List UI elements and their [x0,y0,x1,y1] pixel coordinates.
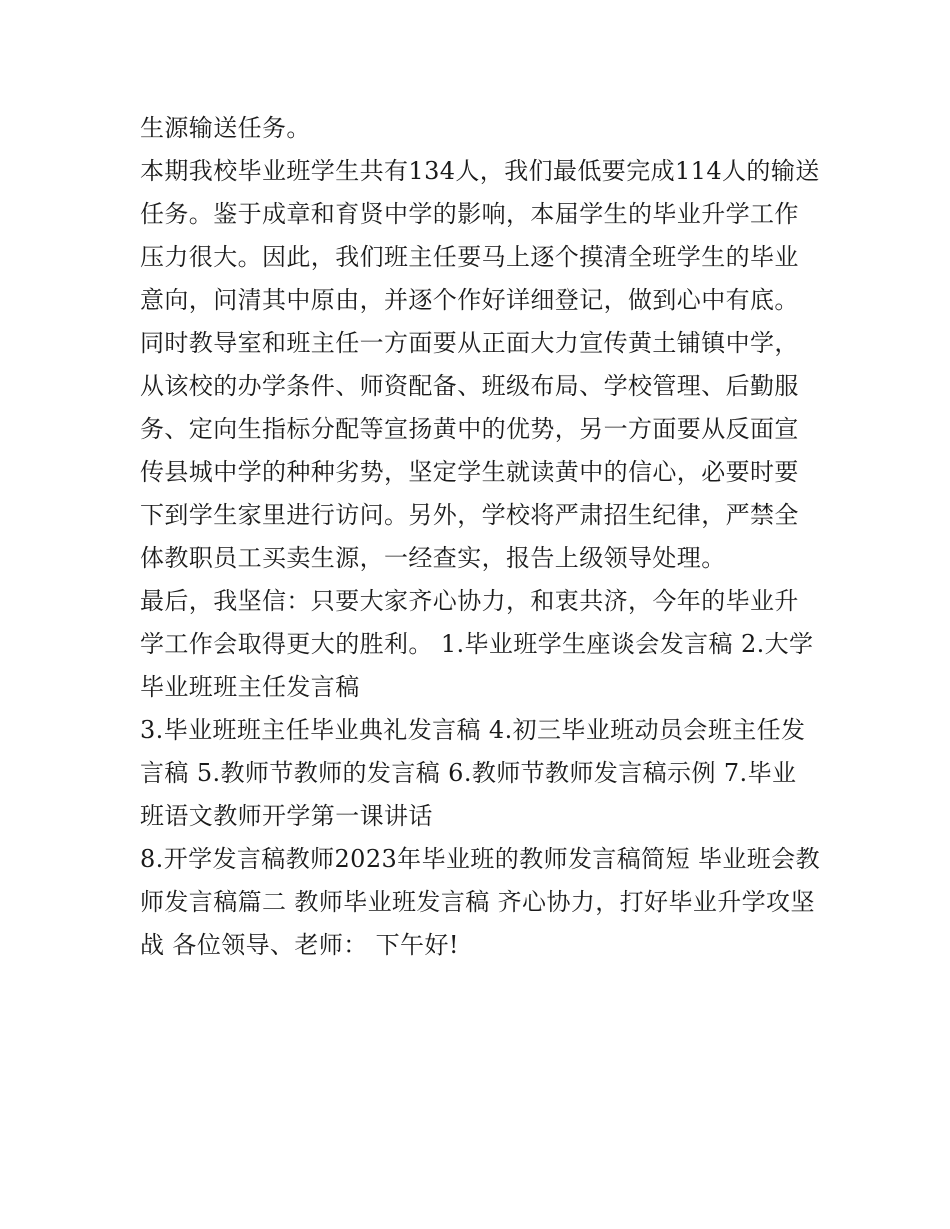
paragraph-5: 8.开学发言稿教师2023年毕业班的教师发言稿简短 毕业班会教师发言稿篇二 教师毕业班发言稿 齐心协力，打好毕业升学攻坚战 各位领导、老师： 下午好! [140,845,821,959]
paragraph-2: 本期我校毕业班学生共有134人，我们最低要完成114人的输送任务。鉴于成章和育贤中学的影响，本届学生的毕业升学工作压力很大。因此，我们班主任要马上逐个摸清全班学生的毕业意向，问清其中原由，并逐个作好详细登记，做到心中有底。同时教导室和班主任一方面要从正面大力宣传黄土铺镇中学，从该校的办学条件、师资配备、班级布局、学校管理、后勤服务、定向生指标分配等宣扬黄中的优势，另一方面要从反面宣传县城中学的种种劣势，坚定学生就读黄中的信心，必要时要下到学生家里进行访问。另外，学校将严肃招生纪律，严禁全体教职员工买卖生源，一经查实，报告上级领导处理。 [140,157,820,572]
paragraph-4: 3.毕业班班主任毕业典礼发言稿 4.初三毕业班动员会班主任发言稿 5.教师节教师的发言稿 6.教师节教师发言稿示例 7.毕业班语文教师开学第一课讲话 [140,716,806,830]
paragraph-1: 生源输送任务。 [140,114,311,142]
document-body [140,107,820,967]
paragraph-3: 最后，我坚信：只要大家齐心协力，和衷共济，今年的毕业升学工作会取得更大的胜利。 1.毕业班学生座谈会发言稿 2.大学毕业班班主任发言稿 [140,587,814,701]
